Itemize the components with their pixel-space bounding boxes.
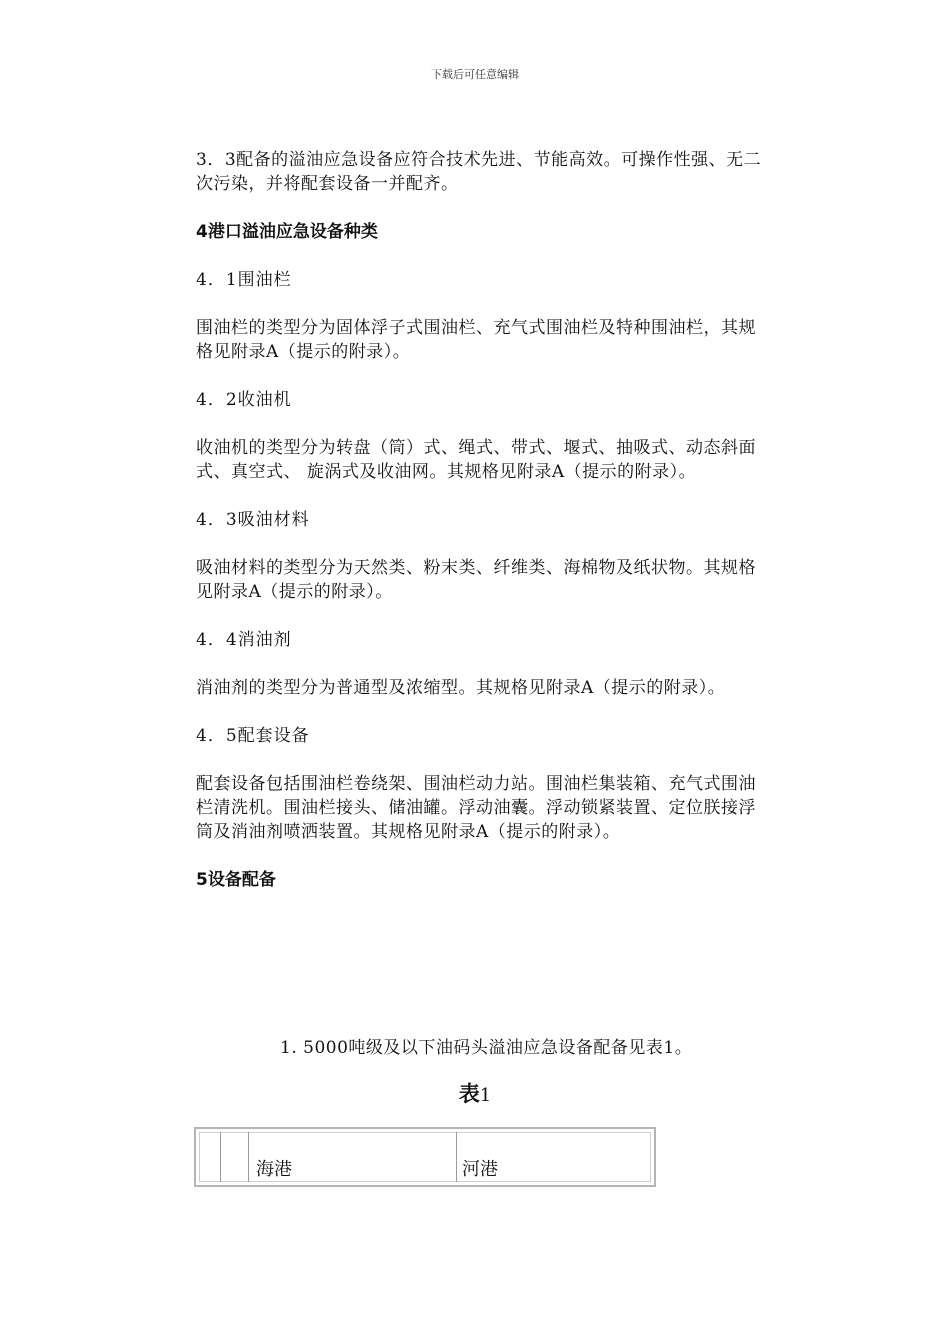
equipment-table (194, 1127, 656, 1187)
table-header-sea-port: 海港 (256, 1159, 292, 1180)
page-header-note: 下载后可任意编辑 (431, 68, 519, 81)
paragraph-3-3: 3．3配备的溢油应急设备应符合技术先进、节能高效。可操作性强、无二次污染，并将配套设备一并配齐。 (196, 150, 762, 194)
subheading-4-1: 4．1围油栏 (196, 270, 292, 290)
heading-section-4: 4港口溢油应急设备种类 (196, 222, 378, 242)
subheading-4-5: 4．5配套设备 (196, 726, 310, 746)
table-column-divider (248, 1132, 249, 1182)
list-item-1: 1. 5000吨级及以下油码头溢油应急设备配备见表1。 (280, 1038, 693, 1058)
table-column-divider (220, 1132, 221, 1182)
paragraph-4-3: 吸油材料的类型分为天然类、粉末类、纤维类、海棉物及纸状物。其规格见附录A（提示的附录）。 (196, 558, 756, 602)
document-body (196, 148, 766, 916)
subheading-4-3: 4．3吸油材料 (196, 510, 310, 530)
subheading-4-4: 4．4消油剂 (196, 630, 292, 650)
table-caption (0, 1080, 950, 1110)
table-column-divider (456, 1132, 457, 1182)
heading-section-5: 5设备配备 (196, 870, 276, 890)
paragraph-4-1: 围油栏的类型分为固体浮子式围油栏、充气式围油栏及特种围油栏，其规格见附录A（提示的附录）。 (196, 318, 756, 362)
paragraph-4-4: 消油剂的类型分为普通型及浓缩型。其规格见附录A（提示的附录）。 (196, 678, 726, 698)
table-caption-label: 表 (458, 1082, 480, 1106)
table-header-river-port: 河港 (462, 1159, 498, 1180)
paragraph-4-5: 配套设备包括围油栏卷绕架、围油栏动力站。围油栏集装箱、充气式围油栏清洗机。围油栏接头、储油罐。浮动油囊。浮动锁紧装置、定位朕接浮筒及消油剂喷洒装置。其规格见附录A（提示的附录）。 (196, 774, 756, 842)
subheading-4-2: 4．2收油机 (196, 390, 292, 410)
paragraph-4-2: 收油机的类型分为转盘（筒）式、绳式、带式、堰式、抽吸式、动态斜面式、真空式、 旋涡式及收油网。其规格见附录A（提示的附录）。 (196, 438, 756, 482)
table-caption-number: 1 (479, 1085, 492, 1106)
